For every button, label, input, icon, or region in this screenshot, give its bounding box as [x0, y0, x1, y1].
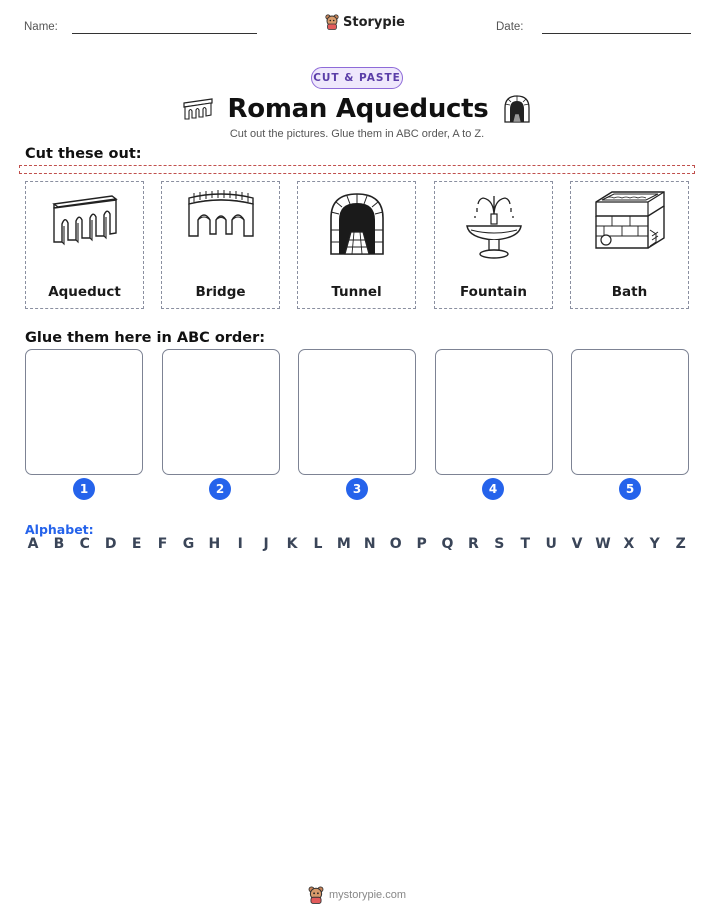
bath-icon — [592, 190, 668, 252]
bear-icon — [325, 14, 339, 30]
alphabet-letter: G — [182, 536, 195, 552]
alphabet-letter: F — [157, 536, 168, 552]
card-bridge[interactable] — [161, 181, 280, 309]
glue-slot-2[interactable] — [162, 349, 280, 475]
alphabet-letter: W — [595, 536, 611, 552]
card-label: Aqueduct — [48, 284, 121, 300]
brand-name: Storypie — [343, 14, 405, 30]
glue-heading: Glue them here in ABC order: — [25, 330, 266, 346]
bear-icon — [308, 886, 324, 904]
card-label: Tunnel — [331, 284, 382, 300]
name-label: Name: — [24, 21, 58, 33]
brand-logo — [325, 14, 405, 30]
alphabet-letter: D — [104, 536, 117, 552]
footer — [0, 886, 714, 904]
footer-url[interactable]: mystorypie.com — [328, 889, 407, 901]
alphabet-letter: N — [363, 536, 376, 552]
alphabet-letter: V — [571, 536, 583, 552]
slot-number: 3 — [346, 478, 368, 500]
alphabet-letter: X — [623, 536, 635, 552]
alphabet-letter: E — [131, 536, 142, 552]
alphabet-letter: M — [336, 536, 351, 552]
instructions: Cut out the pictures. Glue them in ABC order, A to Z. — [229, 128, 485, 140]
alphabet-letter: T — [520, 536, 530, 552]
glue-slot-1[interactable] — [25, 349, 143, 475]
alphabet-letter: Y — [649, 536, 660, 552]
alphabet-letter: A — [27, 536, 39, 552]
fountain-icon — [461, 190, 527, 262]
card-tunnel[interactable] — [297, 181, 416, 309]
card-bath[interactable] — [570, 181, 689, 309]
alphabet-letter: Z — [675, 536, 686, 552]
alphabet-letter: I — [237, 536, 243, 552]
glue-slot-4[interactable] — [435, 349, 553, 475]
slot-number: 5 — [619, 478, 641, 500]
page-title: Roman Aqueducts — [227, 94, 489, 124]
alphabet-letter: H — [208, 536, 221, 552]
aqueduct-icon — [50, 190, 120, 246]
alphabet-letter: B — [53, 536, 65, 552]
bridge-icon — [186, 190, 256, 240]
card-aqueduct[interactable] — [25, 181, 144, 309]
glue-slot-5[interactable] — [571, 349, 689, 475]
card-label: Bridge — [195, 284, 246, 300]
title-row — [0, 92, 714, 126]
alphabet-label: Alphabet: — [25, 522, 94, 537]
alphabet-letter: C — [79, 536, 90, 552]
cut-line — [19, 165, 695, 174]
alphabet-letter: K — [286, 536, 298, 552]
slot-number: 2 — [209, 478, 231, 500]
date-label: Date: — [496, 21, 524, 33]
tunnel-icon — [327, 190, 387, 256]
cut-heading: Cut these out: — [25, 146, 142, 162]
cut-paste-badge: CUT & PASTE — [311, 67, 403, 89]
alphabet-letter: O — [389, 536, 402, 552]
slot-number: 4 — [482, 478, 504, 500]
name-line[interactable] — [72, 33, 257, 34]
glue-slot-3[interactable] — [298, 349, 416, 475]
alphabet-letter: R — [468, 536, 479, 552]
card-label: Bath — [611, 284, 648, 300]
alphabet-letter: U — [545, 536, 557, 552]
alphabet-letter: J — [263, 536, 269, 552]
card-fountain[interactable] — [434, 181, 553, 309]
slot-number: 1 — [73, 478, 95, 500]
alphabet-letter: P — [416, 536, 427, 552]
card-label: Fountain — [460, 284, 527, 300]
alphabet-letter: S — [494, 536, 505, 552]
alphabet-letter: Q — [441, 536, 454, 552]
aqueduct-small-icon — [182, 97, 214, 121]
alphabet-row — [25, 536, 689, 552]
tunnel-small-icon — [502, 94, 532, 124]
date-line[interactable] — [542, 33, 691, 34]
alphabet-letter: L — [313, 536, 323, 552]
